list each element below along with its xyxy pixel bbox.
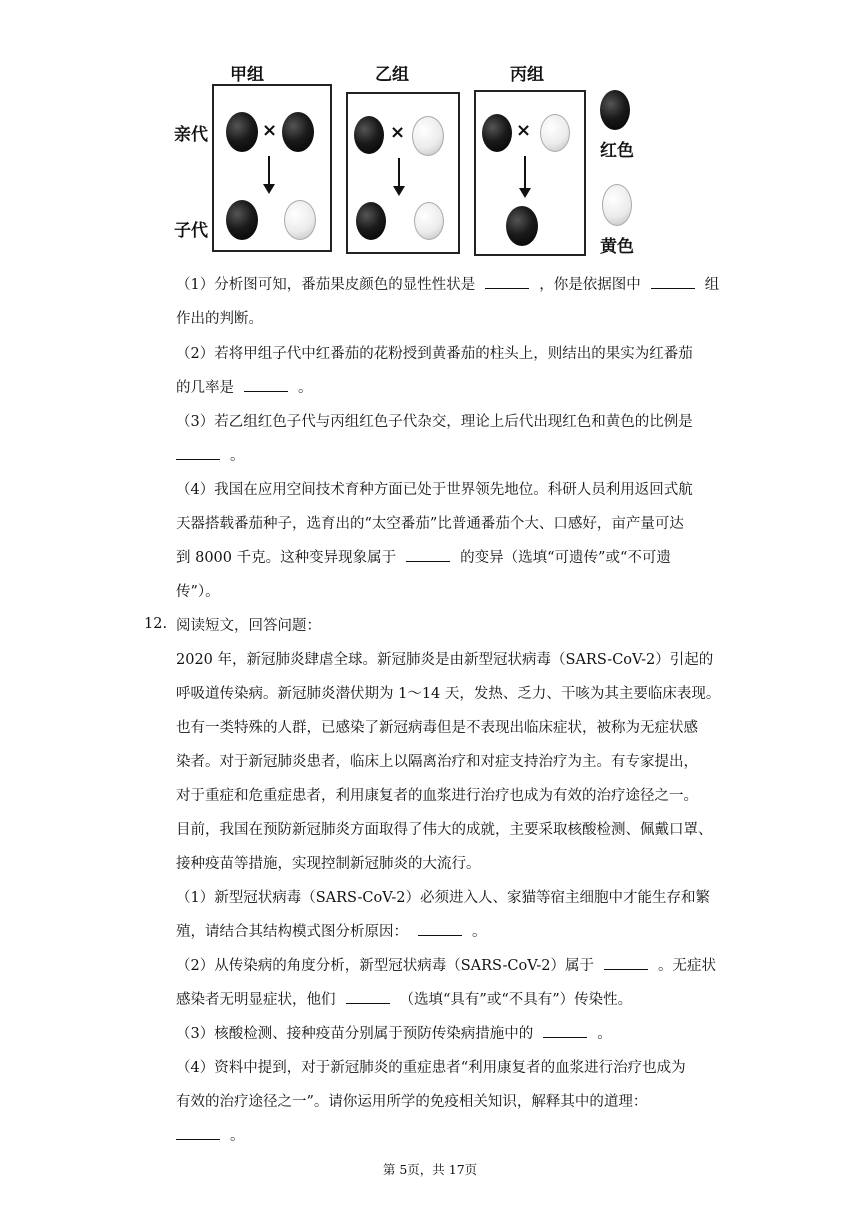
parents-label: 亲代 (174, 125, 208, 145)
q12-part2-text-a: （2）从传染病的角度分析，新型冠状病毒（SARS-CoV-2）属于 (176, 958, 594, 974)
answer-blank[interactable] (244, 379, 288, 392)
q12-part3-text-a: （3）核酸检测、接种疫苗分别属于预防传染病措施中的 (176, 1026, 534, 1042)
group-c-label: 丙组 (510, 65, 544, 85)
answer-blank[interactable] (651, 276, 695, 289)
red-tomato (506, 206, 538, 246)
arrow-line (398, 158, 400, 188)
q11-part4-line3 (176, 548, 671, 568)
legend-red-label: 红色 (600, 141, 634, 161)
q11-part1-text-b: ，你是依据图中 (539, 277, 641, 293)
q11-part1-line1 (176, 275, 719, 295)
arrow-line (268, 156, 270, 186)
answer-blank[interactable] (176, 447, 220, 460)
arrow-head (393, 186, 405, 196)
cross-symbol: × (390, 122, 406, 143)
q11-part2-text-b: 的几率是 (176, 380, 234, 396)
q11-part3-line2 (176, 446, 245, 466)
q11-part2-text-c: 。 (298, 380, 313, 396)
q12-part2-text-b: 。无症状 (658, 958, 716, 974)
q12-passage-line: 也有一类特殊的人群，已感染了新冠病毒但是不表现出临床症状，被称为无症状感 (176, 720, 698, 736)
arrow-head (263, 184, 275, 194)
q12-part1-text-b: 殖，请结合其结构模式图分析原因： (176, 924, 408, 940)
page-footer: 第 5页，共 17页 (382, 1162, 478, 1177)
q11-part1-text-a: （1）分析图可知，番茄果皮颜色的显性性状是 (176, 277, 476, 293)
answer-blank[interactable] (543, 1025, 587, 1038)
q11-part1-text-c: 组 (704, 277, 720, 293)
answer-blank[interactable] (604, 957, 648, 970)
answer-blank[interactable] (485, 276, 529, 289)
answer-blank[interactable] (176, 1127, 220, 1140)
yellow-tomato (284, 200, 316, 240)
q12-part4-line2: 有效的治疗途径之一”。请你运用所学的免疫相关知识，解释其中的道理： (176, 1094, 648, 1110)
answer-blank[interactable] (418, 923, 462, 936)
arrow-line (524, 156, 526, 190)
q12-part2-text-d: （选填“具有”或“不具有”）传染性。 (399, 992, 633, 1008)
q12-intro: 阅读短文，回答问题： (176, 618, 321, 634)
yellow-tomato (540, 114, 570, 152)
yellow-tomato (414, 202, 444, 240)
q12-part4-text-c: 。 (230, 1128, 245, 1144)
q12-part4-line1: （4）资料中提到，对于新冠肺炎的重症患者“利用康复者的血浆进行治疗也成为 (176, 1060, 686, 1076)
red-tomato (226, 112, 258, 152)
q11-part3-text-b: 。 (230, 448, 245, 464)
q12-passage-line: 对于重症和危重症患者，利用康复者的血浆进行治疗也成为有效的治疗途径之一。 (176, 788, 698, 804)
q12-part1-text-c: 。 (472, 924, 487, 940)
red-tomato (354, 116, 384, 154)
q12-part3-text-b: 。 (597, 1026, 612, 1042)
q11-part4-line4: 传”）。 (176, 584, 220, 600)
q11-part3-line1: （3）若乙组红色子代与丙组红色子代杂交，理论上后代出现红色和黄色的比例是 (176, 414, 693, 430)
q11-part2-line2 (176, 378, 313, 398)
red-tomato (282, 112, 314, 152)
answer-blank[interactable] (406, 549, 450, 562)
cross-symbol: × (516, 120, 532, 141)
q12-part2-line2 (176, 990, 632, 1010)
cross-symbol: × (262, 120, 278, 141)
q11-part4-text-d: 的变异（选填“可遗传”或“不可遗 (460, 550, 671, 566)
q11-part1-line2: 作出的判断。 (176, 311, 263, 327)
tomato-cross-figure (170, 60, 650, 260)
q12-passage-line: 接种疫苗等措施，实现控制新冠肺炎的大流行。 (176, 856, 481, 872)
q11-part4-line2: 天器搭载番茄种子，选育出的“太空番茄”比普通番茄个大、口感好，亩产量可达 (176, 516, 684, 532)
group-b-label: 乙组 (375, 65, 409, 85)
legend-yellow-label: 黄色 (600, 237, 634, 257)
red-tomato (226, 200, 258, 240)
q12-passage-line: 目前，我国在预防新冠肺炎方面取得了伟大的成就，主要采取核酸检测、佩戴口罩、 (176, 822, 713, 838)
q12-part4-line3 (176, 1126, 245, 1146)
q12-passage-line: 2020 年，新冠肺炎肆虐全球。新冠肺炎是由新型冠状病毒（SARS-CoV-2）引起的 (176, 652, 714, 668)
q11-part4-text-c: 到 8000 千克。这种变异现象属于 (176, 550, 397, 566)
q12-part1-line1: （1）新型冠状病毒（SARS-CoV-2）必须进入人、家猫等宿主细胞中才能生存和繁 (176, 890, 710, 906)
q12-part1-line2 (176, 922, 487, 942)
red-tomato (482, 114, 512, 152)
q12-part2-line1 (176, 956, 716, 976)
legend-red-tomato (600, 90, 630, 130)
yellow-tomato (412, 116, 444, 156)
legend-yellow-tomato (602, 184, 632, 226)
q12-passage-line: 呼吸道传染病。新冠肺炎潜伏期为 1～14 天，发热、乏力、干咳为其主要临床表现。 (176, 686, 721, 702)
q12-part2-text-c: 感染者无明显症状，他们 (176, 992, 336, 1008)
red-tomato (356, 202, 386, 240)
q12-passage-line: 染者。对于新冠肺炎患者，临床上以隔离治疗和对症支持治疗为主。有专家提出， (176, 754, 698, 770)
q12-part3-line1 (176, 1024, 612, 1044)
arrow-head (519, 188, 531, 198)
q11-part4-line1: （4）我国在应用空间技术育种方面已处于世界领先地位。科研人员利用返回式航 (176, 482, 693, 498)
q11-part2-line1: （2）若将甲组子代中红番茄的花粉授到黄番茄的柱头上，则结出的果实为红番茄 (176, 346, 693, 362)
group-a-label: 甲组 (230, 65, 264, 85)
answer-blank[interactable] (346, 991, 390, 1004)
offspring-label: 子代 (174, 221, 208, 241)
q12-number: 12. (144, 616, 168, 632)
